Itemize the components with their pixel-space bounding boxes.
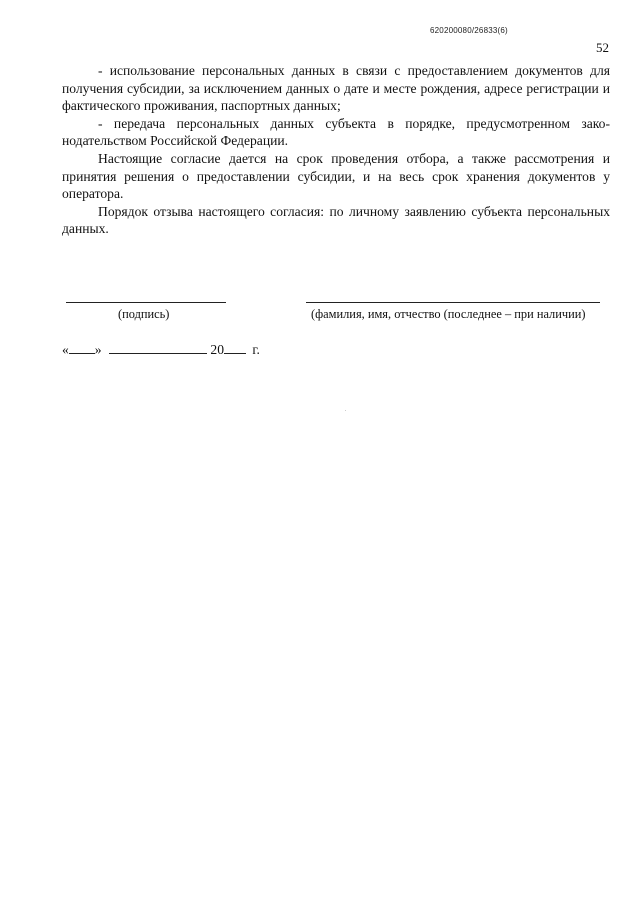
paragraph-usage: - использование персональных данных в связи с предоставлением документов для получения субсидии, за исключением данных о дате и месте рождения, адресе регистрации и фактического проживания, паспортных данных;	[62, 63, 610, 114]
year-suffix: г.	[252, 342, 260, 357]
year-blank	[224, 342, 246, 354]
year-prefix: 20	[210, 342, 224, 357]
signature-line	[66, 302, 226, 303]
scan-speck	[345, 410, 346, 411]
date-line	[62, 342, 260, 358]
signature-caption: (подпись)	[118, 307, 170, 321]
paragraph-transfer: - передача персональных данных субъекта в порядке, предусмотренном законодательством Российской Федерации.	[62, 115, 610, 149]
paragraph-term: Настоящие согласие дается на срок проведения отбора, а также рассмотрения и принятия решения о предоставлении субсидии, и на весь срок хранения документов у оператора.	[62, 150, 610, 202]
full-name-line	[306, 302, 600, 303]
month-blank	[109, 342, 207, 354]
date-close-quote: »	[94, 342, 102, 357]
page-number: 52	[596, 40, 609, 55]
document-id: 620200080/26833(6)	[430, 26, 508, 35]
paragraph-revocation: Порядок отзыва настоящего согласия: по личному заявлению субъекта персональных данных.	[62, 203, 610, 237]
consent-body-text	[62, 62, 610, 238]
full-name-caption: (фамилия, имя, отчество (последнее – при наличии)	[311, 307, 586, 321]
date-open-quote: «	[62, 342, 69, 357]
day-blank	[69, 342, 95, 354]
